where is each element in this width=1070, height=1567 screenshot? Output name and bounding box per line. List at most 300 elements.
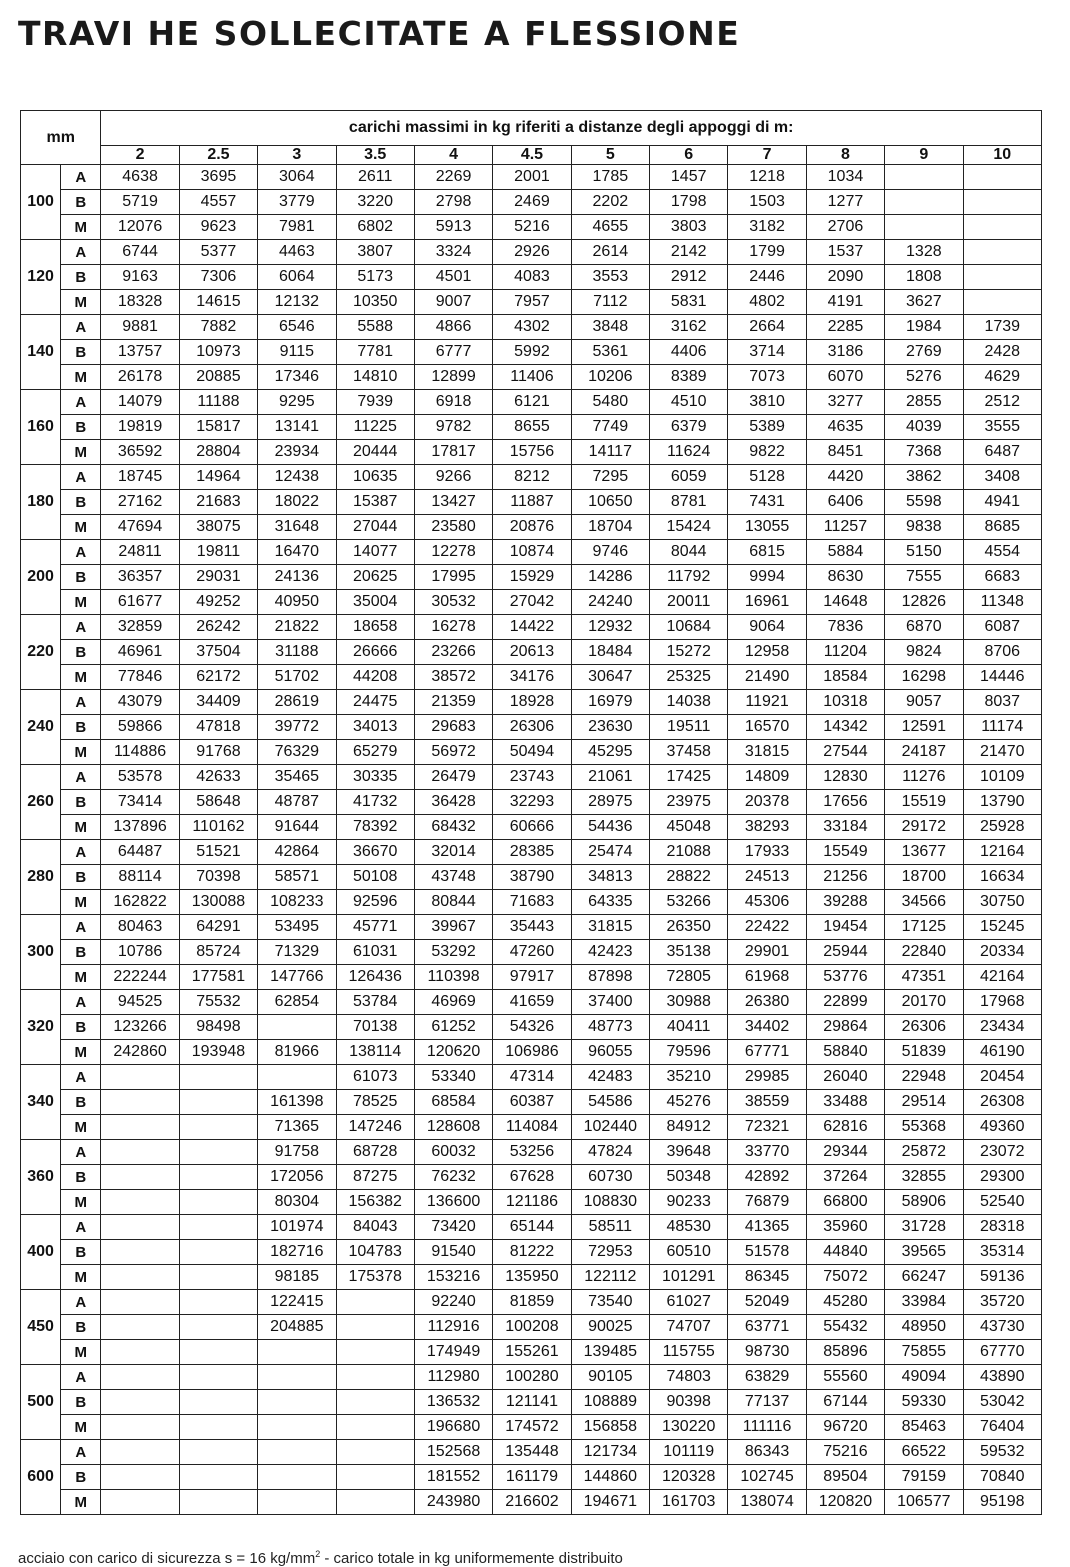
load-value-cell: 6121 — [493, 390, 571, 415]
load-value-cell: 174572 — [493, 1415, 571, 1440]
load-value-cell: 31648 — [258, 515, 336, 540]
load-value-cell: 19511 — [650, 715, 728, 740]
load-value-cell: 161703 — [650, 1490, 728, 1515]
load-value-cell: 70138 — [336, 1015, 414, 1040]
load-value-cell: 4039 — [885, 415, 963, 440]
load-value-cell: 84912 — [650, 1115, 728, 1140]
load-value-cell — [179, 1190, 257, 1215]
profile-type-cell: A — [61, 315, 101, 340]
load-value-cell: 23743 — [493, 765, 571, 790]
load-value-cell: 8389 — [650, 365, 728, 390]
load-value-cell: 74803 — [650, 1365, 728, 1390]
profile-type-cell: B — [61, 1315, 101, 1340]
load-value-cell: 79159 — [885, 1465, 963, 1490]
load-value-cell — [101, 1215, 179, 1240]
load-value-cell: 6070 — [806, 365, 884, 390]
load-value-cell: 9881 — [101, 315, 179, 340]
load-value-cell: 7836 — [806, 615, 884, 640]
load-value-cell: 38293 — [728, 815, 806, 840]
load-value-cell: 35004 — [336, 590, 414, 615]
load-value-cell: 11188 — [179, 390, 257, 415]
load-value-cell: 47824 — [571, 1140, 649, 1165]
load-value-cell: 98185 — [258, 1265, 336, 1290]
load-value-cell: 39565 — [885, 1240, 963, 1265]
load-value-cell: 147766 — [258, 965, 336, 990]
table-body — [21, 165, 1042, 1515]
load-value-cell: 75216 — [806, 1440, 884, 1465]
load-value-cell: 76232 — [414, 1165, 492, 1190]
profile-type-cell: M — [61, 365, 101, 390]
load-value-cell: 33488 — [806, 1090, 884, 1115]
table-row — [21, 365, 1042, 390]
load-value-cell: 9838 — [885, 515, 963, 540]
load-value-cell: 31815 — [728, 740, 806, 765]
load-value-cell: 56972 — [414, 740, 492, 765]
load-value-cell — [258, 1415, 336, 1440]
profile-type-cell: A — [61, 1065, 101, 1090]
load-value-cell: 9623 — [179, 215, 257, 240]
load-value-cell: 25872 — [885, 1140, 963, 1165]
load-value-cell: 156858 — [571, 1415, 649, 1440]
load-value-cell: 66247 — [885, 1265, 963, 1290]
load-value-cell: 29864 — [806, 1015, 884, 1040]
load-value-cell: 11257 — [806, 515, 884, 540]
load-value-cell: 10973 — [179, 340, 257, 365]
profile-type-cell: M — [61, 1340, 101, 1365]
load-value-cell: 4802 — [728, 290, 806, 315]
load-value-cell — [963, 240, 1041, 265]
load-value-cell: 6487 — [963, 440, 1041, 465]
load-value-cell — [101, 1315, 179, 1340]
load-value-cell: 102440 — [571, 1115, 649, 1140]
load-value-cell: 2912 — [650, 265, 728, 290]
load-value-cell: 11204 — [806, 640, 884, 665]
load-value-cell: 45280 — [806, 1290, 884, 1315]
load-value-cell: 3324 — [414, 240, 492, 265]
load-value-cell: 2769 — [885, 340, 963, 365]
load-value-cell: 108830 — [571, 1190, 649, 1215]
load-value-cell: 2611 — [336, 165, 414, 190]
load-value-cell: 30335 — [336, 765, 414, 790]
load-value-cell: 6379 — [650, 415, 728, 440]
load-value-cell: 48773 — [571, 1015, 649, 1040]
load-value-cell: 7555 — [885, 565, 963, 590]
load-value-cell: 73540 — [571, 1290, 649, 1315]
load-value-cell: 4638 — [101, 165, 179, 190]
load-value-cell: 34402 — [728, 1015, 806, 1040]
load-value-cell: 47260 — [493, 940, 571, 965]
profile-type-cell: B — [61, 565, 101, 590]
span-header: 9 — [885, 146, 963, 165]
load-value-cell: 7882 — [179, 315, 257, 340]
load-value-cell: 11792 — [650, 565, 728, 590]
load-value-cell: 21359 — [414, 690, 492, 715]
load-value-cell: 16979 — [571, 690, 649, 715]
load-value-cell: 16298 — [885, 665, 963, 690]
load-value-cell: 59330 — [885, 1390, 963, 1415]
load-value-cell: 51702 — [258, 665, 336, 690]
profile-type-cell: M — [61, 440, 101, 465]
load-value-cell: 97917 — [493, 965, 571, 990]
table-row — [21, 415, 1042, 440]
load-value-cell: 55560 — [806, 1365, 884, 1390]
load-value-cell: 60387 — [493, 1090, 571, 1115]
load-value-cell: 15272 — [650, 640, 728, 665]
load-value-cell: 63771 — [728, 1315, 806, 1340]
profile-type-cell: A — [61, 990, 101, 1015]
load-value-cell: 27544 — [806, 740, 884, 765]
table-row — [21, 290, 1042, 315]
section-size-cell: 340 — [21, 1065, 61, 1140]
load-value-cell: 7306 — [179, 265, 257, 290]
load-value-cell: 20378 — [728, 790, 806, 815]
load-value-cell: 22899 — [806, 990, 884, 1015]
load-value-cell: 3862 — [885, 465, 963, 490]
load-value-cell: 40950 — [258, 590, 336, 615]
load-value-cell: 96720 — [806, 1415, 884, 1440]
load-value-cell: 75532 — [179, 990, 257, 1015]
load-value-cell: 101291 — [650, 1265, 728, 1290]
load-value-cell: 28804 — [179, 440, 257, 465]
table-row — [21, 1190, 1042, 1215]
load-value-cell: 52049 — [728, 1290, 806, 1315]
load-value-cell: 20876 — [493, 515, 571, 540]
load-value-cell: 14077 — [336, 540, 414, 565]
load-value-cell: 67144 — [806, 1390, 884, 1415]
load-value-cell: 61027 — [650, 1290, 728, 1315]
load-value-cell: 9822 — [728, 440, 806, 465]
load-value-cell: 5276 — [885, 365, 963, 390]
load-value-cell: 90398 — [650, 1390, 728, 1415]
load-value-cell: 20170 — [885, 990, 963, 1015]
load-value-cell: 155261 — [493, 1340, 571, 1365]
load-value-cell: 34013 — [336, 715, 414, 740]
load-value-cell: 108889 — [571, 1390, 649, 1415]
load-value-cell: 19454 — [806, 915, 884, 940]
load-value-cell: 14038 — [650, 690, 728, 715]
load-value-cell: 60666 — [493, 815, 571, 840]
load-value-cell: 104783 — [336, 1240, 414, 1265]
load-value-cell: 53266 — [650, 890, 728, 915]
load-value-cell: 24811 — [101, 540, 179, 565]
load-value-cell — [963, 190, 1041, 215]
load-value-cell: 32859 — [101, 615, 179, 640]
profile-type-cell: M — [61, 290, 101, 315]
load-value-cell: 3779 — [258, 190, 336, 215]
load-value-cell: 75072 — [806, 1265, 884, 1290]
load-value-cell: 1218 — [728, 165, 806, 190]
load-value-cell: 48950 — [885, 1315, 963, 1340]
load-value-cell: 45276 — [650, 1090, 728, 1115]
load-value-cell — [179, 1415, 257, 1440]
load-value-cell: 15817 — [179, 415, 257, 440]
load-value-cell: 60510 — [650, 1240, 728, 1265]
load-value-cell: 2142 — [650, 240, 728, 265]
load-value-cell: 25944 — [806, 940, 884, 965]
load-value-cell: 161398 — [258, 1090, 336, 1115]
load-value-cell — [258, 1015, 336, 1040]
load-value-cell: 1785 — [571, 165, 649, 190]
span-header: 4 — [414, 146, 492, 165]
load-value-cell: 2446 — [728, 265, 806, 290]
load-value-cell: 42892 — [728, 1165, 806, 1190]
profile-type-cell: B — [61, 790, 101, 815]
load-value-cell: 2614 — [571, 240, 649, 265]
table-row — [21, 340, 1042, 365]
load-value-cell: 33984 — [885, 1290, 963, 1315]
load-value-cell: 79596 — [650, 1040, 728, 1065]
load-value-cell: 6870 — [885, 615, 963, 640]
load-value-cell: 182716 — [258, 1240, 336, 1265]
load-value-cell: 74707 — [650, 1315, 728, 1340]
load-value-cell: 96055 — [571, 1040, 649, 1065]
load-value-cell: 120820 — [806, 1490, 884, 1515]
load-value-cell: 94525 — [101, 990, 179, 1015]
load-value-cell: 24136 — [258, 565, 336, 590]
load-value-cell: 6064 — [258, 265, 336, 290]
load-value-cell: 130220 — [650, 1415, 728, 1440]
table-row — [21, 1115, 1042, 1140]
table-row — [21, 1365, 1042, 1390]
load-value-cell: 112980 — [414, 1365, 492, 1390]
load-value-cell: 8685 — [963, 515, 1041, 540]
load-value-cell: 136600 — [414, 1190, 492, 1215]
load-value-cell — [101, 1340, 179, 1365]
load-value-cell — [101, 1190, 179, 1215]
load-value-cell: 6546 — [258, 315, 336, 340]
load-value-cell: 77137 — [728, 1390, 806, 1415]
load-value-cell: 38075 — [179, 515, 257, 540]
load-value-cell: 41732 — [336, 790, 414, 815]
load-value-cell: 28385 — [493, 840, 571, 865]
load-value-cell: 26666 — [336, 640, 414, 665]
load-value-cell — [258, 1065, 336, 1090]
profile-type-cell: B — [61, 640, 101, 665]
load-value-cell: 9824 — [885, 640, 963, 665]
load-value-cell: 59532 — [963, 1440, 1041, 1465]
span-header: 2 — [101, 146, 179, 165]
load-value-cell: 4941 — [963, 490, 1041, 515]
load-value-cell: 26308 — [963, 1090, 1041, 1115]
load-value-cell: 32855 — [885, 1165, 963, 1190]
table-row — [21, 1090, 1042, 1115]
load-value-cell: 43748 — [414, 865, 492, 890]
load-value-cell: 2512 — [963, 390, 1041, 415]
profile-type-cell: A — [61, 1140, 101, 1165]
load-value-cell: 216602 — [493, 1490, 571, 1515]
load-value-cell: 73420 — [414, 1215, 492, 1240]
load-value-cell: 9295 — [258, 390, 336, 415]
load-value-cell: 71683 — [493, 890, 571, 915]
table-row — [21, 190, 1042, 215]
load-value-cell: 32293 — [493, 790, 571, 815]
profile-type-cell: M — [61, 965, 101, 990]
load-value-cell: 25928 — [963, 815, 1041, 840]
load-value-cell: 14422 — [493, 615, 571, 640]
profile-type-cell: A — [61, 390, 101, 415]
load-value-cell: 12826 — [885, 590, 963, 615]
load-value-cell — [336, 1340, 414, 1365]
profile-type-cell: M — [61, 1490, 101, 1515]
load-value-cell: 53256 — [493, 1140, 571, 1165]
load-value-cell: 18584 — [806, 665, 884, 690]
load-value-cell: 242860 — [101, 1040, 179, 1065]
load-value-cell: 21256 — [806, 865, 884, 890]
load-value-cell: 1034 — [806, 165, 884, 190]
load-value-cell: 2269 — [414, 165, 492, 190]
load-value-cell: 68584 — [414, 1090, 492, 1115]
span-header-row — [21, 146, 1042, 165]
profile-type-cell: B — [61, 1240, 101, 1265]
load-value-cell: 156382 — [336, 1190, 414, 1215]
profile-type-cell: M — [61, 215, 101, 240]
load-value-cell — [336, 1490, 414, 1515]
load-value-cell: 5913 — [414, 215, 492, 240]
load-value-cell: 43730 — [963, 1315, 1041, 1340]
load-value-cell: 35960 — [806, 1215, 884, 1240]
load-value-cell: 52540 — [963, 1190, 1041, 1215]
load-value-cell: 4554 — [963, 540, 1041, 565]
load-value-cell: 8630 — [806, 565, 884, 590]
load-value-cell — [963, 290, 1041, 315]
load-value-cell — [101, 1390, 179, 1415]
load-value-cell: 15387 — [336, 490, 414, 515]
load-value-cell: 7112 — [571, 290, 649, 315]
section-size-cell: 450 — [21, 1290, 61, 1365]
load-value-cell — [179, 1115, 257, 1140]
footnote-text-before: acciaio con carico di sicurezza s = 16 kg/mm — [18, 1550, 316, 1567]
section-size-cell: 360 — [21, 1140, 61, 1215]
load-value-cell: 27042 — [493, 590, 571, 615]
load-value-cell: 17933 — [728, 840, 806, 865]
table-row — [21, 1015, 1042, 1040]
load-value-cell — [101, 1465, 179, 1490]
load-value-cell: 6683 — [963, 565, 1041, 590]
load-value-cell: 41659 — [493, 990, 571, 1015]
section-size-cell: 240 — [21, 690, 61, 765]
load-value-cell: 26380 — [728, 990, 806, 1015]
load-value-cell: 29031 — [179, 565, 257, 590]
load-value-cell: 1328 — [885, 240, 963, 265]
load-value-cell — [963, 165, 1041, 190]
load-value-cell: 62172 — [179, 665, 257, 690]
load-value-cell: 136532 — [414, 1390, 492, 1415]
load-value-cell: 87898 — [571, 965, 649, 990]
load-value-cell — [101, 1065, 179, 1090]
load-value-cell: 114886 — [101, 740, 179, 765]
load-value-cell — [101, 1440, 179, 1465]
load-value-cell: 1739 — [963, 315, 1041, 340]
table-row — [21, 315, 1042, 340]
load-value-cell: 5884 — [806, 540, 884, 565]
load-value-cell: 34813 — [571, 865, 649, 890]
profile-type-cell: B — [61, 190, 101, 215]
load-value-cell — [336, 1365, 414, 1390]
load-value-cell: 5128 — [728, 465, 806, 490]
load-value-cell: 17968 — [963, 990, 1041, 1015]
load-value-cell: 53292 — [414, 940, 492, 965]
section-size-cell: 220 — [21, 615, 61, 690]
load-value-cell: 30750 — [963, 890, 1041, 915]
load-value-cell: 26178 — [101, 365, 179, 390]
load-value-cell: 35314 — [963, 1240, 1041, 1265]
table-row — [21, 240, 1042, 265]
load-value-cell: 86343 — [728, 1440, 806, 1465]
load-value-cell: 10786 — [101, 940, 179, 965]
load-value-cell: 14809 — [728, 765, 806, 790]
load-value-cell: 15519 — [885, 790, 963, 815]
load-value-cell: 85724 — [179, 940, 257, 965]
load-value-cell: 12591 — [885, 715, 963, 740]
load-value-cell — [258, 1465, 336, 1490]
load-value-cell: 71365 — [258, 1115, 336, 1140]
load-value-cell: 20885 — [179, 365, 257, 390]
load-value-cell: 3182 — [728, 215, 806, 240]
load-value-cell: 15549 — [806, 840, 884, 865]
load-value-cell: 5480 — [571, 390, 649, 415]
table-row — [21, 665, 1042, 690]
load-value-cell: 65279 — [336, 740, 414, 765]
profile-type-cell: A — [61, 165, 101, 190]
load-value-cell: 123266 — [101, 1015, 179, 1040]
load-value-cell: 10318 — [806, 690, 884, 715]
load-value-cell: 128608 — [414, 1115, 492, 1140]
profile-type-cell: M — [61, 665, 101, 690]
profile-type-cell: A — [61, 540, 101, 565]
load-value-cell: 27162 — [101, 490, 179, 515]
span-header: 3 — [258, 146, 336, 165]
load-value-cell: 49252 — [179, 590, 257, 615]
load-value-cell: 78525 — [336, 1090, 414, 1115]
load-value-cell: 22422 — [728, 915, 806, 940]
load-value-cell — [336, 1440, 414, 1465]
section-size-cell: 180 — [21, 465, 61, 540]
load-value-cell: 47694 — [101, 515, 179, 540]
load-value-cell: 72953 — [571, 1240, 649, 1265]
load-value-cell: 121734 — [571, 1440, 649, 1465]
table-row — [21, 1315, 1042, 1340]
table-row — [21, 1215, 1042, 1240]
load-value-cell: 26350 — [650, 915, 728, 940]
load-value-cell: 5831 — [650, 290, 728, 315]
load-value-cell — [885, 165, 963, 190]
load-value-cell: 37458 — [650, 740, 728, 765]
load-value-cell: 18658 — [336, 615, 414, 640]
load-value-cell: 18745 — [101, 465, 179, 490]
load-value-cell: 24513 — [728, 865, 806, 890]
load-value-cell: 29172 — [885, 815, 963, 840]
load-value-cell: 80463 — [101, 915, 179, 940]
load-value-cell: 53784 — [336, 990, 414, 1015]
load-value-cell: 8706 — [963, 640, 1041, 665]
load-value-cell: 8044 — [650, 540, 728, 565]
load-value-cell: 4510 — [650, 390, 728, 415]
span-header: 3.5 — [336, 146, 414, 165]
load-value-cell: 14615 — [179, 290, 257, 315]
load-value-cell: 20625 — [336, 565, 414, 590]
load-value-cell: 9994 — [728, 565, 806, 590]
load-value-cell — [179, 1315, 257, 1340]
load-value-cell — [336, 1290, 414, 1315]
table-row — [21, 490, 1042, 515]
load-value-cell: 3810 — [728, 390, 806, 415]
table-row — [21, 540, 1042, 565]
load-value-cell: 29514 — [885, 1090, 963, 1115]
load-value-cell: 63829 — [728, 1365, 806, 1390]
profile-type-cell: B — [61, 415, 101, 440]
span-header: 4.5 — [493, 146, 571, 165]
load-value-cell: 23072 — [963, 1140, 1041, 1165]
